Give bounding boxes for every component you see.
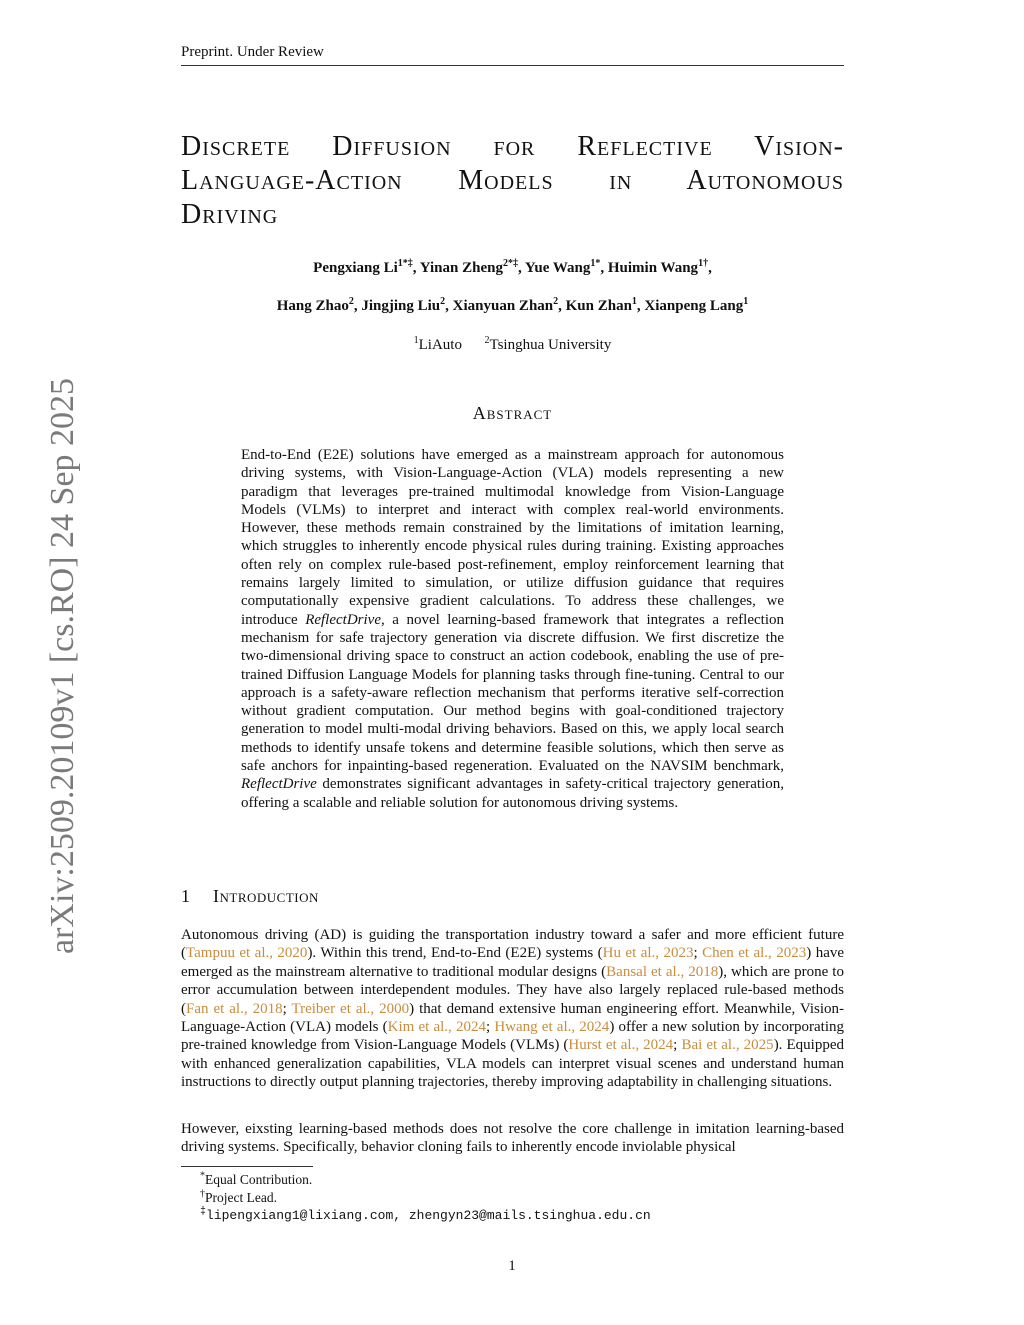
- citation-link[interactable]: Treiber et al., 2000: [291, 1000, 410, 1017]
- author: Yue Wang$^{1*}$,: [524, 258, 608, 276]
- text-run: ) that demand extensive human engineering effort. Meanwhile, Vision-Language-Action (VLA) models (: [181, 1000, 845, 1036]
- author-list-line-1: [181, 260, 844, 277]
- text-run: ;: [693, 945, 703, 962]
- page-number: 1: [508, 1258, 516, 1274]
- author: Hang Zhao$^2$,: [276, 296, 362, 314]
- text-run: ). Equipped with enhanced generalization capabilities, VLA models can interpret visual scenes and understand human instructions to directly output planning trajectories, thereby improving adaptability in challenging situations.: [181, 1037, 845, 1091]
- section-number: 1: [181, 886, 191, 906]
- footnote-rule: [181, 1166, 313, 1167]
- text-run: demonstrates significant advantages in safety-critical trajectory generation, offering a scalable and reliable solution for autonomous driving systems.: [241, 776, 784, 811]
- citation-link[interactable]: Hwang et al., 2024: [494, 1019, 610, 1036]
- arxiv-stamp: arXiv:2509.20109v1 [cs.RO] 24 Sep 2025: [44, 377, 81, 954]
- paper-title: [181, 130, 844, 232]
- affiliation-liauto: $^1$LiAuto: [413, 335, 462, 353]
- affiliation-tsinghua: $^2$Tsinghua University: [484, 335, 612, 353]
- text-run: ;: [673, 1037, 682, 1054]
- section-title: Introduction: [213, 886, 319, 906]
- author: Pengxiang $Li^{1*\ddagger}$,: [313, 258, 420, 276]
- text-run: ) offer a new solution by incorporating pre-trained knowledge from Vision-Language Models (VLMs) (: [181, 1019, 845, 1054]
- citation-link[interactable]: Hu et al., 2023: [602, 945, 694, 962]
- abstract-body: [241, 446, 784, 812]
- text-run: ). Within this trend, End-to-End (E2E) systems (: [307, 945, 603, 962]
- section-heading-introduction: [181, 886, 319, 907]
- footnote-equal-contribution: *Equal Contribution.: [200, 1170, 313, 1187]
- method-name: ReflectDrive: [241, 776, 317, 793]
- citation-link[interactable]: Bai et al., 2025: [681, 1037, 774, 1054]
- text-run: End-to-End (E2E) solutions have emerged as a mainstream approach for autonomous driving systems, with Vision-Language-Action (VLA) models representing a new paradigm that leverages pre-trained multimodal knowledge from Vision-Language Models (VLMs) to interpret and interact with complex real-world environments. However, these methods remain constrained by the limitations of imitation learning, which struggles to inherently encode physical rules during training. Existing approaches often rely on complex rule-based post-refinement, employ reinforcement learning that remains largely limited to simulation, or utilize diffusion guidance that requires computationally expensive gradient calculations. To address these challenges, we introduce: [241, 447, 784, 628]
- footnote-emails[interactable]: ‡lipengxiang1@lixiang.com, zhengyn23@mails.tsinghua.edu.cn: [200, 1206, 651, 1223]
- text-run: ), which are prone to error accumulation between interdependent modules. They have also largely replaced rule-based methods (: [181, 963, 844, 1017]
- citation-link[interactable]: Fan et al., 2018: [186, 1000, 283, 1017]
- text-run: Autonomous driving (AD) is guiding the transportation industry toward a safer and more efficient future (: [181, 927, 844, 962]
- text-run: ;: [485, 1019, 495, 1036]
- text-run: ;: [282, 1000, 292, 1017]
- title-line-3: Driving: [181, 199, 279, 230]
- author: Yinan Zheng$^{2*\ddagger}$,: [419, 258, 525, 276]
- citation-link[interactable]: Hurst et al., 2024: [568, 1037, 674, 1054]
- intro-paragraph-1: [181, 926, 844, 1092]
- intro-paragraph-2: However, eixsting learning-based methods does not resolve the core challenge in imitation learning-based driving systems. Specifically, behavior cloning fails to inherently encode inviolable physical: [181, 1121, 844, 1156]
- citation-link[interactable]: Tampuu et al., 2020: [186, 945, 308, 962]
- text-run: , a novel learning-based framework that integrates a reflection mechanism for safe trajectory generation via discrete diffusion. We first discretize the two-dimensional driving space to construct an action codebook, enabling the use of pre-trained Diffusion Language Models for planning tasks through fine-tuning. Central to our approach is a safety-aware reflection mechanism that performs iterative self-correction without gradient computation. Our method begins with goal-conditioned trajectory generation to model multi-modal driving behaviors. Based on this, we apply local search methods to identify unsafe tokens and determine feasible solutions, which then serve as safe anchors for inpainting-based regeneration. Evaluated on the NAVSIM benchmark,: [241, 611, 784, 775]
- citation-link[interactable]: Chen et al., 2023: [702, 945, 807, 962]
- citation-link[interactable]: Kim et al., 2024: [387, 1019, 486, 1036]
- author: Kun Zhan$^1$,: [565, 296, 645, 314]
- author-list-line-2: [181, 298, 844, 315]
- author: Huimin Wang$^{1\dagger}$,: [607, 258, 712, 276]
- citation-link[interactable]: Bansal et al., 2018: [606, 963, 719, 980]
- running-header: Preprint. Under Review: [181, 44, 844, 66]
- title-line-1: Discrete Diffusion for Reflective Vision-: [181, 131, 844, 162]
- text-run: ) have emerged as the mainstream alternative to traditional modular designs (: [181, 945, 845, 980]
- affiliations: [181, 337, 844, 354]
- author: Jingjing Liu$^2$,: [361, 296, 453, 314]
- abstract-heading: Abstract: [472, 403, 553, 423]
- method-name: ReflectDrive: [305, 611, 381, 628]
- author: Xianpeng Lang$^1$: [644, 296, 749, 314]
- footnote-project-lead: †Project Lead.: [200, 1188, 277, 1205]
- author: Xianyuan Zhan$^2$,: [452, 296, 566, 314]
- title-line-2: Language-Action Models in Autonomous: [181, 165, 844, 196]
